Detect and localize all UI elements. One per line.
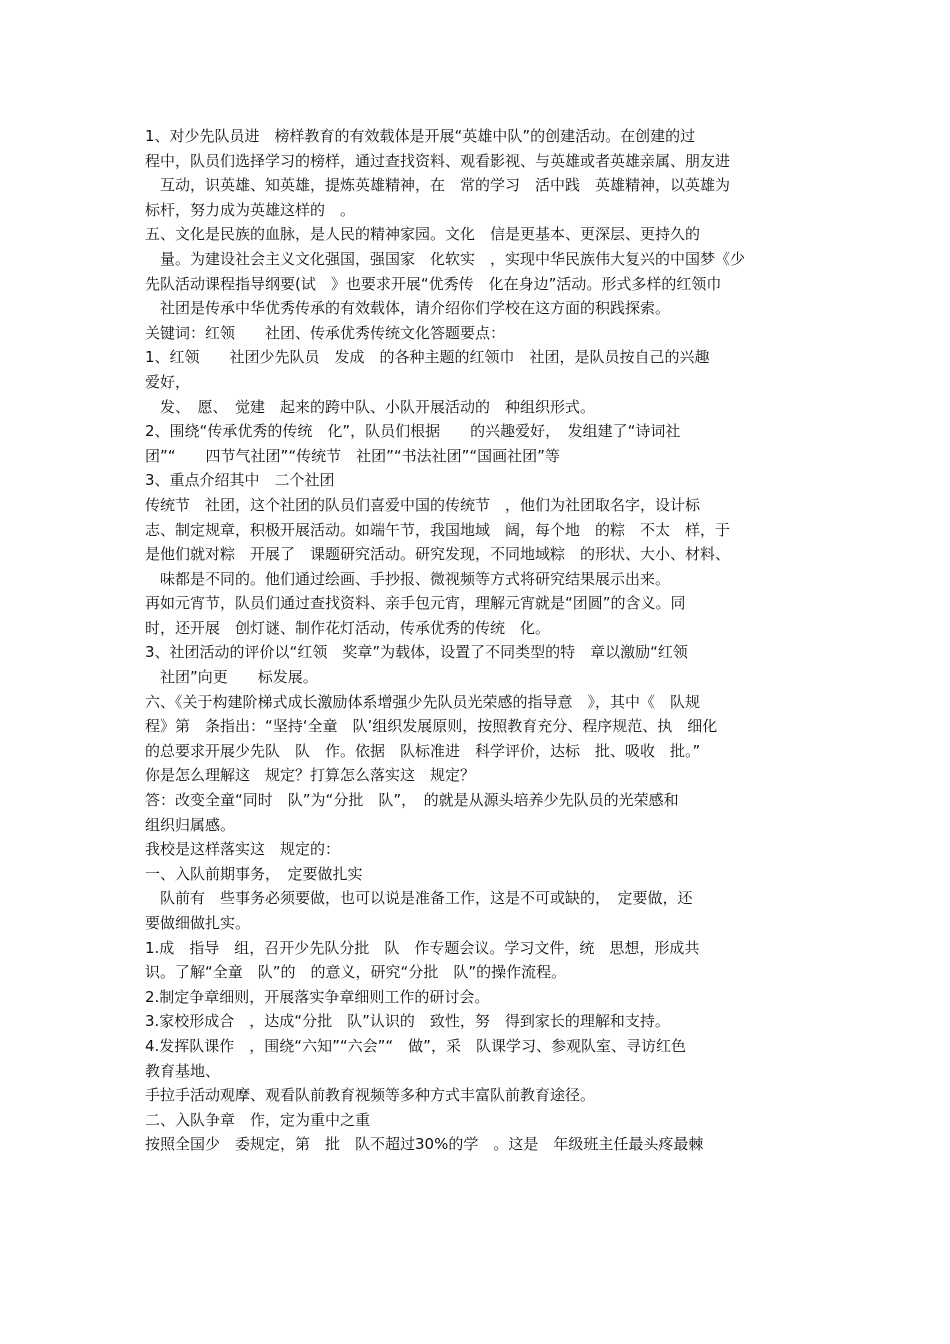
- text-line: 时，还开展 创灯谜、制作花灯活动，传承优秀的传统 化。: [145, 618, 551, 637]
- text-line: 识。了解“全童 队”的 的意义，研究“分批 队”的操作流程。: [145, 963, 567, 982]
- text-line: 手拉手活动观摩、观看队前教育视频等多种方式丰富队前教育途径。: [145, 1086, 596, 1105]
- text-line: 六、《关于构建阶梯式成长激励体系增强少先队员光荣感的指导意 》，其中《 队规: [145, 692, 701, 711]
- text-line: 味都是不同的。他们通过绘画、手抄报、微视频等方式将研究结果展示出来。: [145, 569, 671, 588]
- text-line: 再如元宵节，队员们通过查找资料、亲手包元宵，理解元宵就是“团圆”的含义。同: [145, 594, 686, 613]
- text-line: 队前有 些事务必须要做，也可以说是准备工作，这是不可或缺的， 定要做，还: [145, 889, 693, 908]
- text-line: 1、对少先队员进 榜样教育的有效载体是开展“英雄中队”的创建活动。在创建的过: [145, 127, 696, 145]
- text-line: 2、围绕“传承优秀的传统 化”，队员们根据 的兴趣爱好， 发组建了“诗词社: [145, 422, 681, 441]
- text-line: 的总要求开展少先队 队 作。依据 队标准进 科学评价，达标 批、吸收 批。”: [145, 741, 701, 760]
- text-line: 要做细做扎实。: [145, 914, 251, 932]
- text-line: 你是怎么理解这 规定？打算怎么落实这 规定？: [145, 766, 476, 785]
- text-line: 量。为建设社会主义文化强国，强国家 化软实 ，实现中华民族伟大复兴的中国梦《少: [145, 249, 746, 268]
- text-line: 2.制定争章细则，开展落实争章细则工作的研讨会。: [145, 987, 490, 1006]
- text-line: 组织归属感。: [145, 815, 236, 834]
- text-line: 按照全国少 委规定，第 批 队不超过30%的学 。这是 年级班主任最头疼最棘: [145, 1135, 704, 1154]
- text-line: 1.成 指导 组，召开少先队分批 队 作专题会议。学习文件，统 思想，形成共: [145, 938, 700, 957]
- text-line: 互动，识英雄、知英雄，提炼英雄精神，在 常的学习 活中践 英雄精神，以英雄为: [145, 176, 731, 195]
- text-line: 是他们就对粽 开展了 课题研究活动。研究发现，不同地域粽 的形状、大小、材料、: [145, 545, 731, 564]
- text-line: 1、红领 社团少先队员 发成 的各种主题的红领巾 社团，是队员按自己的兴趣: [145, 348, 710, 367]
- text-line: 标杆，努力成为英雄这样的 。: [145, 200, 356, 219]
- text-line: 社团”向更 标发展。: [145, 668, 318, 687]
- text-line: 我校是这样落实这 规定的：: [145, 840, 341, 859]
- text-line: 程》第 条指出：“坚持‘全童 队’组织发展原则，按照教育充分、程序规范、执 细化: [145, 717, 718, 736]
- text-line: 发、 愿、 觉建 起来的跨中队、小队开展活动的 种组织形式。: [145, 397, 596, 416]
- document-body: [145, 124, 825, 1157]
- text-line: 先队活动课程指导纲要(试 》也要求开展“优秀传 化在身边”活动。形式多样的红领巾: [145, 274, 722, 293]
- text-line: 二、入队争章 作，定为重中之重: [145, 1110, 371, 1129]
- text-line: 五、文化是民族的血脉，是人民的精神家园。文化 信是更基本、更深层、更持久的: [145, 225, 701, 244]
- text-line: 传统节 社团，这个社团的队员们喜爱中国的传统节 ，他们为社团取名字，设计标: [145, 495, 701, 514]
- text-line: 3、重点介绍其中 二个社团: [145, 471, 335, 490]
- text-line: 社团是传承中华优秀传承的有效载体，请介绍你们学校在这方面的积践探索。: [145, 299, 671, 318]
- text-line: 团”“ 四节气社团”“传统节 社团”“书法社团”“国画社团”等: [145, 446, 560, 465]
- text-line: 3.家校形成合 ，达成“分批 队”认识的 致性，努 得到家长的理解和支持。: [145, 1012, 670, 1031]
- text-line: 关键词：红领 社团、传承优秀传统文化答题要点：: [145, 323, 506, 342]
- text-line: 3、社团活动的评价以“红领 奖章”为载体，设置了不同类型的特 章以激励“红领: [145, 643, 688, 662]
- text-line: 爱好，: [145, 372, 191, 391]
- text-line: 4.发挥队课作 ，围绕“六知”“六会”“ 做”，采 队课学习、参观队室、寻访红色: [145, 1036, 686, 1055]
- text-line: 教育基地、: [145, 1061, 221, 1080]
- text-line: 志、制定规章，积极开展活动。如端午节，我国地域 阔，每个地 的粽 不太 样，于: [145, 520, 731, 539]
- text-line: 答：改变全童“同时 队”为“分批 队”， 的就是从源头培养少先队员的光荣感和: [145, 791, 679, 810]
- text-line: 一、入队前期事务， 定要做扎实: [145, 864, 363, 883]
- text-line: 程中，队员们选择学习的榜样，通过查找资料、观看影视、与英雄或者英雄亲属、朋友进: [145, 151, 731, 170]
